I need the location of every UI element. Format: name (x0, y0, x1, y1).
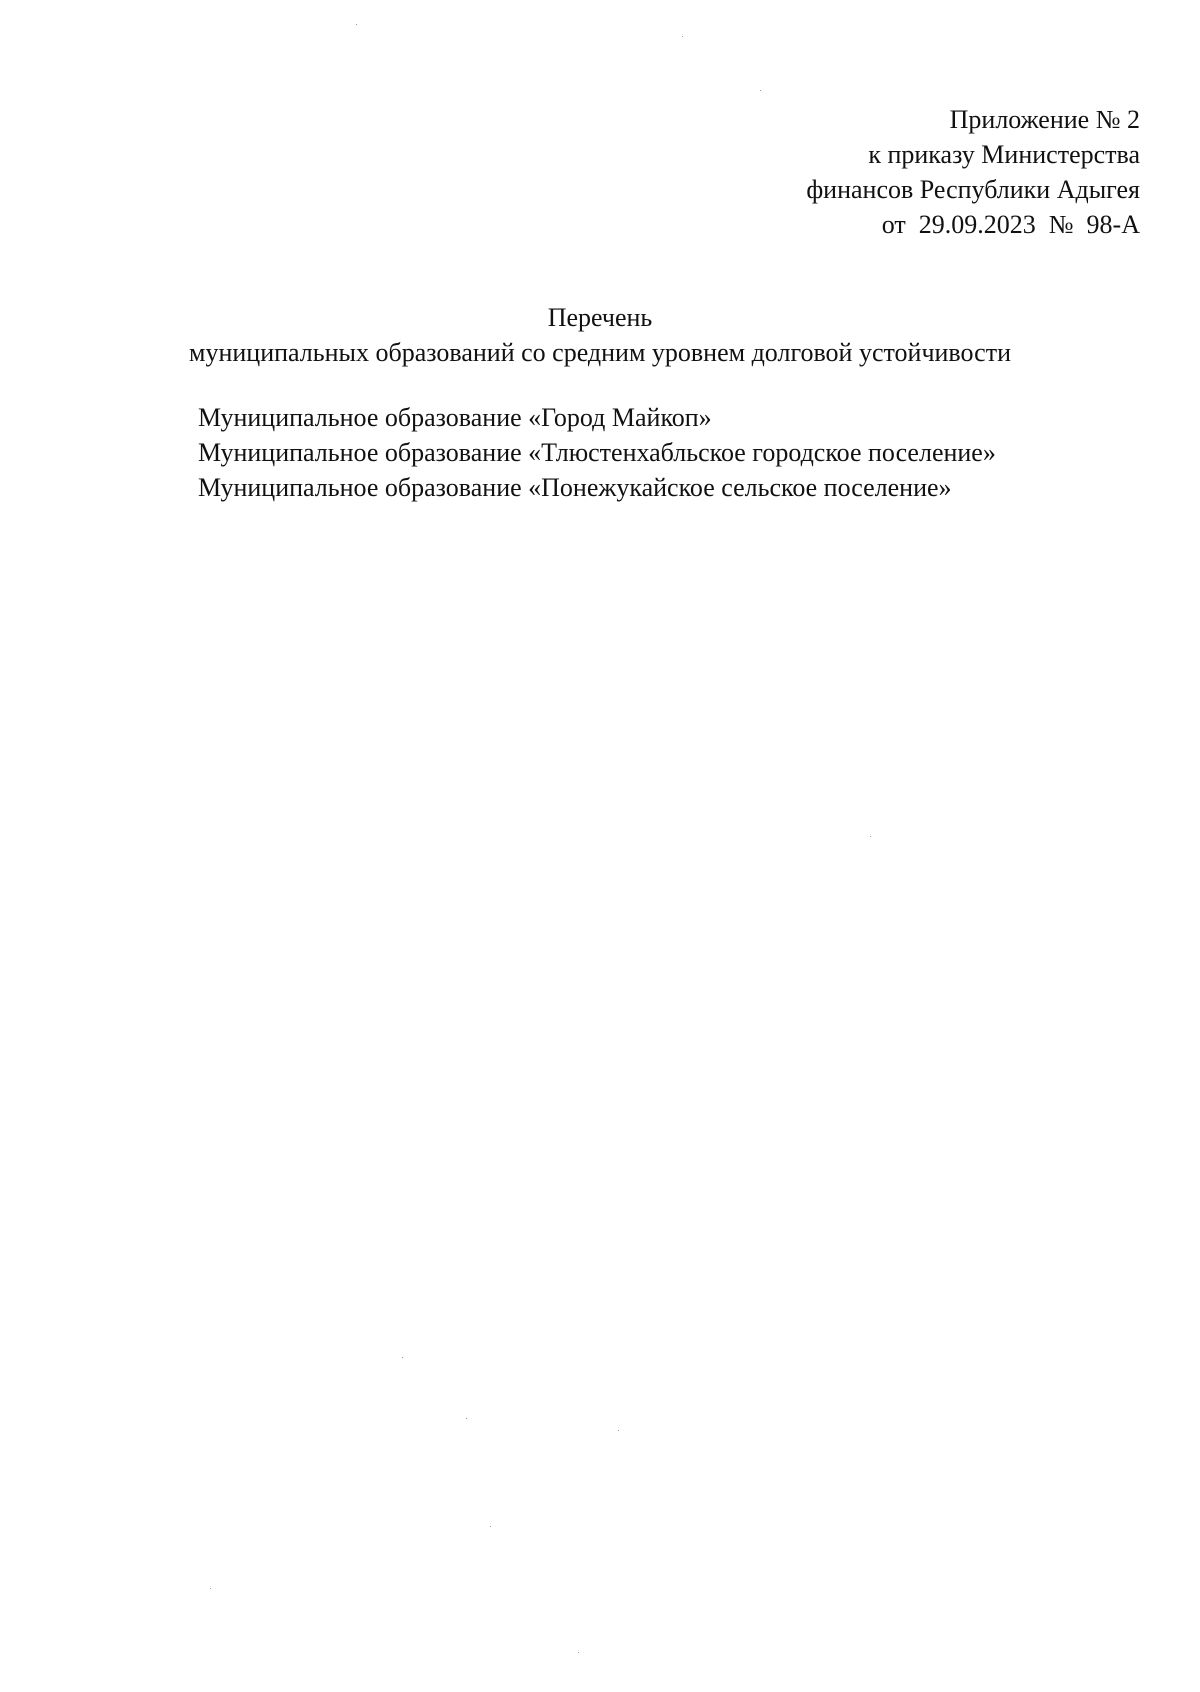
scan-speck (356, 24, 357, 25)
scan-speck (578, 1652, 579, 1653)
scan-speck (490, 1526, 491, 1527)
scan-speck (466, 1418, 467, 1419)
scan-speck (618, 1430, 619, 1431)
scan-speck (402, 1357, 403, 1358)
annex-order-ref: к приказу Министерства (868, 140, 1140, 169)
annex-ministry: финансов Республики Адыгея (806, 175, 1140, 204)
scan-speck (870, 836, 871, 837)
document-subtitle: муниципальных образований со средним уровнем долговой устойчивости (189, 338, 1011, 367)
list-item: Муниципальное образование «Понежукайское сельское поселение» (198, 473, 952, 502)
document-title: Перечень (547, 303, 653, 332)
list-item: Муниципальное образование «Тлюстенхабльское городское поселение» (198, 438, 996, 467)
scan-speck (682, 36, 683, 37)
annex-number: Приложение № 2 (949, 105, 1140, 134)
scan-speck (210, 1588, 211, 1589)
entity-list (198, 400, 996, 505)
annex-header (806, 102, 1140, 242)
document-heading (0, 300, 1200, 370)
annex-date-number: от 29.09.2023 № 98-А (881, 210, 1140, 239)
scan-speck (760, 90, 761, 91)
list-item: Муниципальное образование «Город Майкоп» (198, 403, 712, 432)
